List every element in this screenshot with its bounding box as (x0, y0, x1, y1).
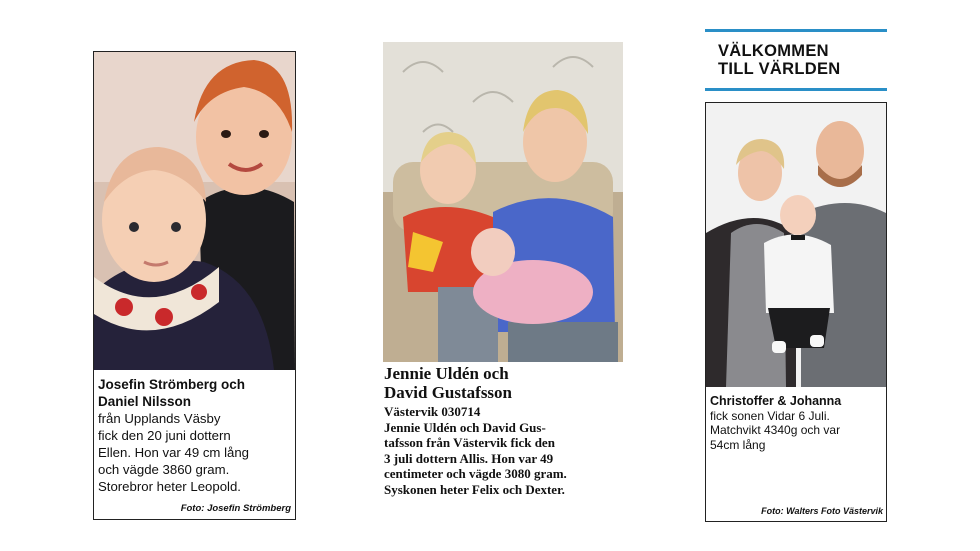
text-line: 3 juli dottern Allis. Hon var 49 (384, 450, 554, 466)
family-photo-1 (94, 52, 295, 370)
photo-credit-1: Foto: Josefin Strömberg (180, 503, 291, 514)
text-line: tafsson från Västervik fick den (384, 435, 555, 450)
section-title-line1: VÄLKOMMEN (718, 42, 829, 60)
text-line: Matchvikt 4340g och var (710, 423, 841, 437)
parents-name-3: Christoffer & Johanna (710, 394, 842, 408)
birth-announcement-card-2 (383, 42, 623, 512)
announcement-text-1 (98, 376, 293, 495)
parents-name-1: Josefin Strömberg och (98, 377, 246, 392)
parents-name-2b: David Gustafsson (384, 383, 513, 402)
text-line: fick den 20 juni dottern (98, 428, 231, 443)
announcement-body-2 (384, 404, 624, 497)
family-photo-2 (383, 42, 623, 362)
birth-announcement-card-1 (93, 51, 296, 520)
parents-name-1b: Daniel Nilsson (98, 394, 192, 409)
section-title (718, 42, 840, 78)
text-line: Syskonen heter Felix och Dexter. (384, 481, 565, 497)
header-top-bar (705, 29, 887, 32)
section-header (705, 29, 887, 92)
text-line: fick sonen Vidar 6 Juli. (710, 408, 830, 423)
text-line: Jennie Uldén och David Gus- (384, 419, 546, 435)
family-photo-3 (706, 103, 886, 387)
section-title-line2: TILL VÄRLDEN (718, 60, 841, 78)
text-line: från Upplands Väsby (98, 411, 221, 426)
announcement-text-2 (384, 364, 624, 497)
text-line: 54cm lång (710, 437, 766, 452)
text-line: centimeter och vägde 3080 gram. (384, 466, 567, 481)
header-bottom-bar (705, 88, 887, 91)
photo-credit-3: Foto: Walters Foto Västervik (761, 506, 883, 516)
announcement-text-3 (710, 394, 884, 452)
parents-name-2: Jennie Uldén och (384, 364, 509, 383)
text-line: och vägde 3860 gram. (98, 462, 230, 477)
text-line: Ellen. Hon var 49 cm lång (98, 445, 249, 460)
text-line: Storebror heter Leopold. (98, 479, 241, 494)
text-line: Västervik 030714 (384, 404, 481, 419)
birth-announcement-card-3 (705, 102, 887, 522)
